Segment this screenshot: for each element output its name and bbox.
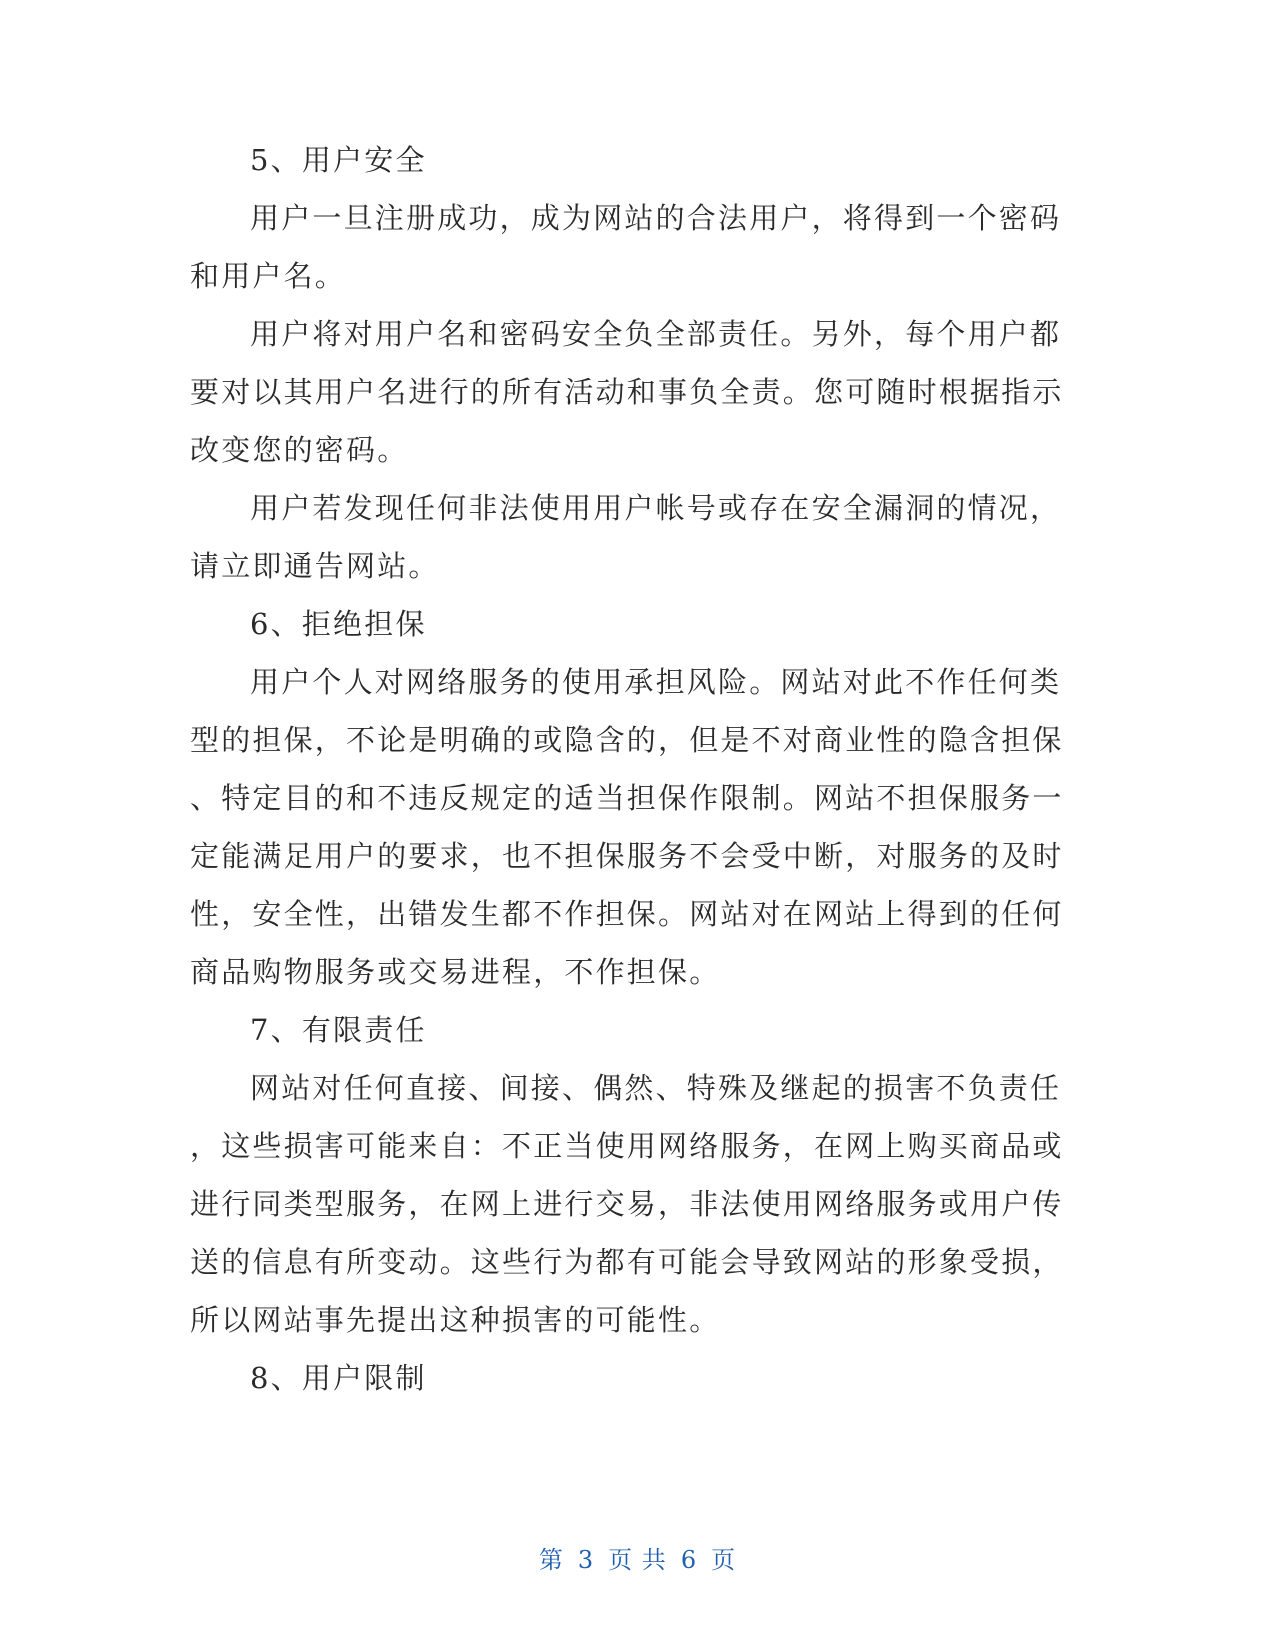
section-heading: 5、用户安全: [250, 143, 427, 177]
paragraph-line: 请立即通告网站。: [190, 549, 440, 583]
section-heading: 7、有限责任: [250, 1013, 427, 1047]
paragraph-line: 型的担保，不论是明确的或隐含的，但是不对商业性的隐含担保: [190, 723, 1064, 757]
paragraph-line: 用户将对用户名和密码安全负全部责任。另外，每个用户都: [250, 317, 1062, 351]
paragraph-line: 用户若发现任何非法使用用户帐号或存在安全漏洞的情况，: [250, 491, 1062, 525]
footer-total-pages: 6: [680, 1546, 698, 1574]
paragraph-line: 性，安全性，出错发生都不作担保。网站对在网站上得到的任何: [190, 897, 1064, 931]
paragraph-line: 改变您的密码。: [190, 433, 409, 467]
paragraph-line: 网站对任何直接、间接、偶然、特殊及继起的损害不负责任: [250, 1071, 1062, 1105]
paragraph-line: 定能满足用户的要求，也不担保服务不会受中断，对服务的及时: [190, 839, 1064, 873]
paragraph-line: ，这些损害可能来自：不正当使用网络服务，在网上购买商品或: [190, 1129, 1064, 1163]
footer-prefix: 第: [538, 1546, 564, 1574]
section-heading: 6、拒绝担保: [250, 607, 427, 641]
paragraph-line: 所以网站事先提出这种损害的可能性。: [190, 1303, 721, 1337]
paragraph-line: 要对以其用户名进行的所有活动和事负全责。您可随时根据指示: [190, 375, 1064, 409]
paragraph-line: 进行同类型服务，在网上进行交易，非法使用网络服务或用户传: [190, 1187, 1064, 1221]
footer-current-page: 3: [577, 1546, 595, 1574]
paragraph-line: 送的信息有所变动。这些行为都有可能会导致网站的形象受损，: [190, 1245, 1064, 1279]
paragraph-line: 用户一旦注册成功，成为网站的合法用户，将得到一个密码: [250, 201, 1062, 235]
paragraph-line: 商品购物服务或交易进程，不作担保。: [190, 955, 721, 989]
paragraph-line: 用户个人对网络服务的使用承担风险。网站对此不作任何类: [250, 665, 1062, 699]
section-heading: 8、用户限制: [250, 1361, 427, 1395]
paragraph-line: 和用户名。: [190, 259, 347, 293]
footer-middle: 页 共: [608, 1546, 667, 1574]
page-footer: [0, 1544, 1275, 1576]
footer-suffix: 页: [711, 1546, 737, 1574]
paragraph-line: 、特定目的和不违反规定的适当担保作限制。网站不担保服务一: [190, 781, 1064, 815]
